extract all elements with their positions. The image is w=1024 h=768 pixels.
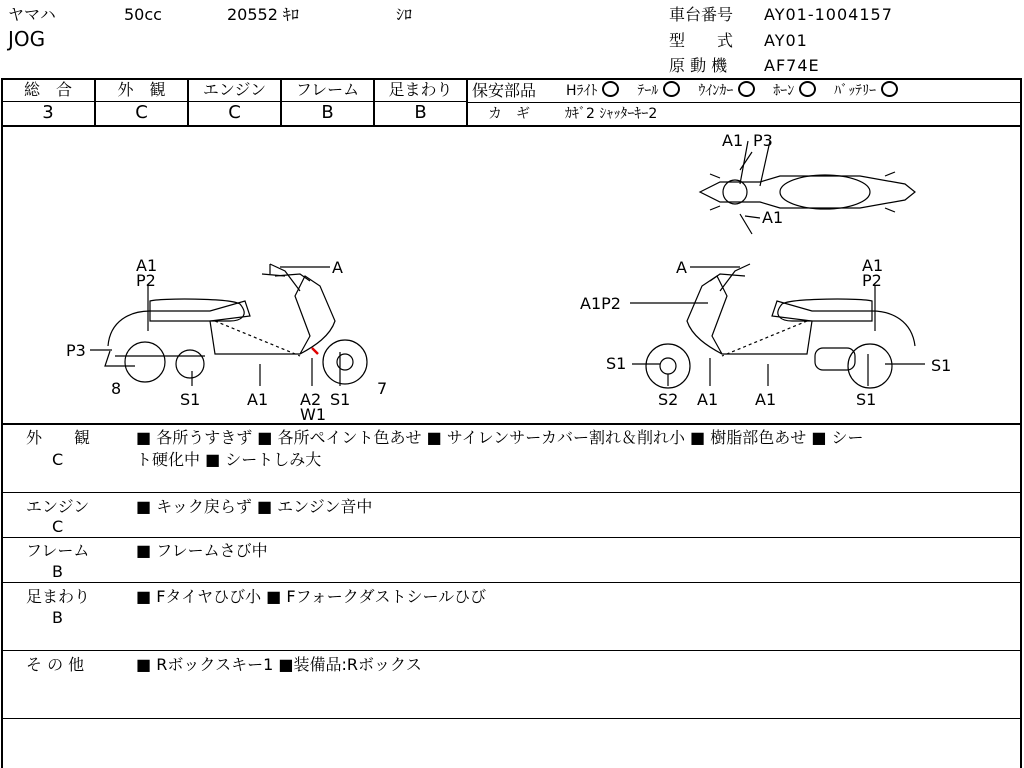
remark-line: ■ Fタイヤひび小 ■ Fフォークダストシールひび — [136, 587, 487, 606]
key-info: ｶｷﾞ2 ｼｬｯﾀｰｷｰ2 — [565, 106, 658, 122]
rating-value-suspension: B — [414, 102, 427, 123]
safety-label: 保安部品 — [472, 81, 537, 100]
remark-category: 足まわり — [26, 587, 91, 606]
rating-header-frame: フレーム — [295, 80, 360, 99]
rating-header-suspension: 足まわり — [388, 80, 453, 99]
diagram-label: A1 — [862, 256, 884, 275]
displacement: 50cc — [124, 5, 162, 24]
circle-icon — [738, 81, 755, 97]
remark-grade: B — [52, 562, 63, 581]
diagram-label: A1P2 — [580, 294, 621, 313]
engine-code: AF74E — [764, 56, 820, 75]
divider — [1, 423, 1022, 425]
diagram-label: 8 — [111, 379, 122, 398]
diagram-label: 7 — [377, 379, 388, 398]
diagram-label: A2 — [300, 390, 322, 409]
diagram-label: A1 — [136, 256, 158, 275]
safety-item-headlight: Hﾗｲﾄ — [566, 83, 598, 99]
diagram-label: S1 — [606, 354, 627, 373]
divider — [1, 492, 1022, 493]
diagram-label: P3 — [753, 131, 773, 150]
remark-line: ト硬化中 ■ シートしみ大 — [136, 450, 322, 469]
rating-header-overall: 総 合 — [23, 80, 72, 99]
damage-marker — [312, 348, 318, 354]
safety-item-horn: ﾎｰﾝ — [773, 83, 795, 99]
diagram-label: S1 — [931, 356, 952, 375]
diagram-label: S1 — [330, 390, 351, 409]
remark-grade: C — [52, 517, 64, 536]
key-label: カ ギ — [488, 106, 530, 122]
remark-category: フレーム — [26, 541, 90, 560]
divider — [1, 718, 1022, 719]
model-code: AY01 — [764, 31, 808, 50]
rating-value-exterior: C — [135, 102, 148, 123]
model-label: 型 式 — [669, 31, 734, 50]
diagram-label: W1 — [300, 405, 326, 424]
remark-grade: C — [52, 450, 64, 469]
safety-item-battery: ﾊﾞｯﾃﾘｰ — [834, 83, 877, 99]
diagram-label: S2 — [658, 390, 679, 409]
rating-value-overall: 3 — [42, 102, 54, 123]
diagram-label: A1 — [722, 131, 744, 150]
remark-grade: B — [52, 608, 63, 627]
remark-line: ■ 各所うすきず ■ 各所ペイント色あせ ■ サイレンサーカバー割れ＆削れ小 ■ 樹脂部色あせ ■ シー — [136, 428, 864, 447]
diagram-label: A1 — [755, 390, 777, 409]
engine-label: 原 動 機 — [669, 56, 728, 75]
remark-line: ■ Rボックスキー1 ■装備品:Rボックス — [136, 655, 422, 674]
diagram-label: A — [676, 258, 687, 277]
rating-value-engine: C — [228, 102, 241, 123]
divider — [468, 102, 1021, 103]
circle-icon — [799, 81, 816, 97]
remark-line: ■ キック戻らず ■ エンジン音中 — [136, 497, 373, 516]
model-name: JOG — [8, 27, 46, 51]
circle-icon — [881, 81, 898, 97]
diagram-label: P2 — [862, 271, 882, 290]
scooter-top-view — [700, 152, 915, 234]
rating-value-frame: B — [321, 102, 334, 123]
diagram-label: S1 — [180, 390, 201, 409]
safety-item-tail: ﾃｰﾙ — [637, 83, 659, 99]
mileage: 20552 ｷﾛ — [227, 5, 299, 24]
diagram-label: A1 — [247, 390, 269, 409]
safety-item-winker: ｳｲﾝｶｰ — [698, 83, 734, 99]
diagram-label: A1 — [697, 390, 719, 409]
rating-header-engine: エンジン — [202, 80, 267, 99]
remark-category: そ の 他 — [26, 655, 85, 674]
circle-icon — [602, 81, 619, 97]
diagram-label: P3 — [66, 341, 86, 360]
divider — [1, 537, 1022, 538]
rating-header-exterior: 外 観 — [117, 80, 166, 99]
diagram-label: A1 — [762, 208, 784, 227]
safety-items — [566, 81, 898, 101]
divider — [1, 650, 1022, 651]
color: ｼﾛ — [396, 5, 413, 24]
diagram-label: A — [332, 258, 343, 277]
divider — [1, 582, 1022, 583]
frame-no-label: 車台番号 — [669, 5, 734, 24]
maker: ヤマハ — [8, 5, 56, 24]
frame-no: AY01-1004157 — [764, 5, 893, 24]
divider — [466, 78, 468, 126]
diagram-label: S1 — [856, 390, 877, 409]
remark-category: エンジン — [26, 497, 90, 516]
remark-line: ■ フレームさび中 — [136, 541, 268, 560]
diagram-label: P2 — [136, 271, 156, 290]
circle-icon — [663, 81, 680, 97]
remark-category: 外 観 — [26, 428, 91, 447]
